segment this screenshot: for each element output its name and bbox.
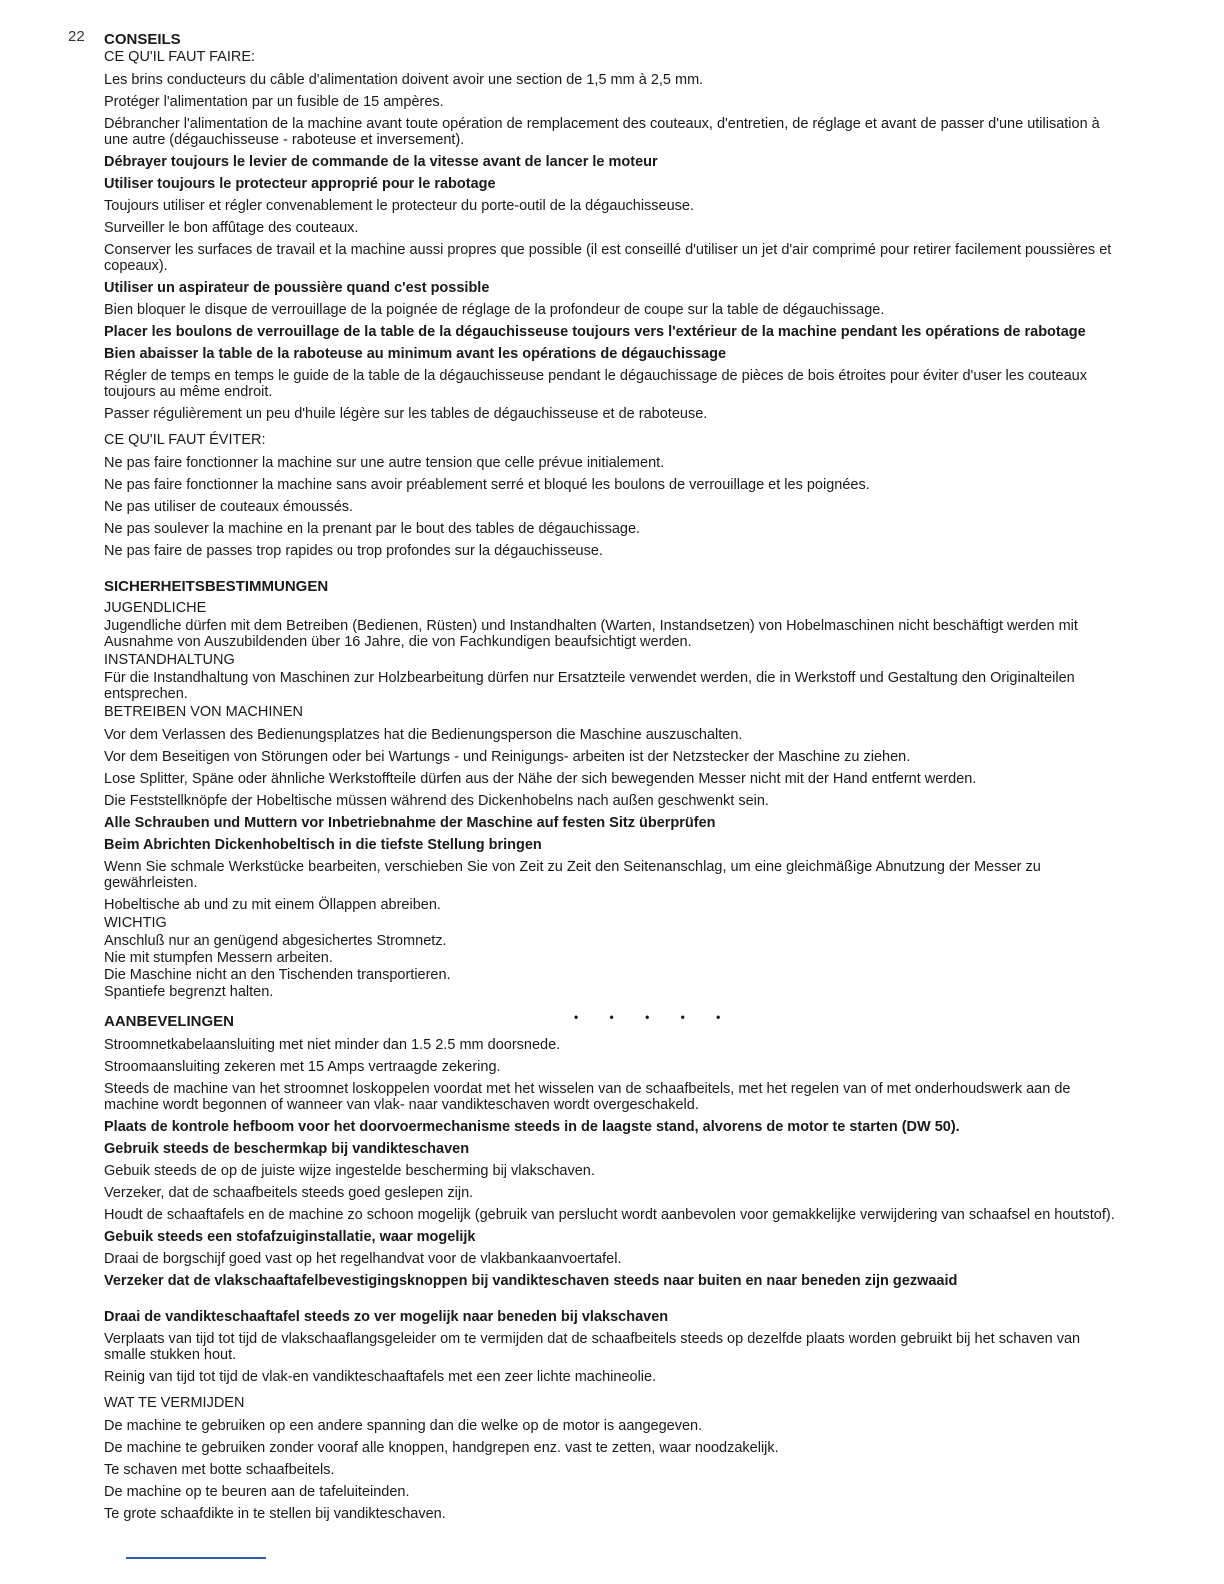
list-item: Verzeker, dat de schaafbeitels steeds goed geslepen zijn. [104, 1185, 474, 1201]
separator-dots: • • • • • [574, 1010, 735, 1024]
list-item: Lose Splitter, Späne oder ähnliche Werkstoffteile dürfen aus der Nähe der sich bewegenden Messer nicht mit der Hand entfernt werden. [104, 771, 977, 787]
youth-text-de: Jugendliche dürfen mit dem Betreiben (Bedienen, Rüsten) und Instandhalten (Warten, Instandsetzen) von Hobelmaschinen nicht beschäftigt werden mit Ausnahme von Auszubildenden über 16 Jahre, die von Fachkundigen beaufsichtigt werden. [104, 618, 1078, 650]
list-item: Gebruik steeds de beschermkap bij vandikteschaven [104, 1141, 470, 1157]
list-item: Hobeltische ab und zu mit einem Öllappen abreiben. [104, 897, 441, 913]
list-item: Houdt de schaaftafels en de machine zo schoon mogelijk (gebruik van perslucht wordt aanbevolen voor gemakkelijke verwijdering van schaafsel en houtstof). [104, 1207, 1115, 1223]
list-item: Ne pas faire fonctionner la machine sans avoir préablement serré et bloqué les boulons de verrouillage et les poignées. [104, 477, 870, 493]
list-item: Reinig van tijd tot tijd de vlak-en vandikteschaaftafels met een zeer lichte machineolie. [104, 1369, 657, 1385]
list-item: Passer régulièrement un peu d'huile légère sur les tables de dégauchisseuse et de raboteuse. [104, 406, 708, 422]
list-item: Bien bloquer le disque de verrouillage de la poignée de réglage de la profondeur de coupe sur la table de dégauchissage. [104, 302, 885, 318]
list-item: De machine te gebruiken zonder vooraf alle knoppen, handgrepen enz. vast te zetten, waar noodzakelijk. [104, 1440, 779, 1456]
list-item: Toujours utiliser et régler convenablement le protecteur du porte-outil de la dégauchisseuse. [104, 198, 695, 214]
list-item: De machine op te beuren aan de tafeluiteinden. [104, 1484, 410, 1500]
bottom-rule [126, 1557, 266, 1559]
list-item: Te schaven met botte schaafbeitels. [104, 1462, 335, 1478]
maint-text-de: Für die Instandhaltung von Maschinen zur Holzbearbeitung dürfen nur Ersatzteile verwendet werden, die in Werkstoff und Gestaltung den Originalteilen entsprechen. [104, 670, 1075, 702]
do-heading-fr: CE QU'IL FAUT FAIRE: [104, 49, 256, 65]
avoid-heading-nl: WAT TE VERMIJDEN [104, 1395, 245, 1411]
list-item: Les brins conducteurs du câble d'alimentation doivent avoir une section de 1,5 mm à 2,5 mm. [104, 72, 704, 88]
list-item: Draai de borgschijf goed vast op het regelhandvat voor de vlakbankaanvoertafel. [104, 1251, 622, 1267]
list-item: Plaats de kontrole hefboom voor het doorvoermechanisme steeds in de laagste stand, alvorens de motor te starten (DW 50). [104, 1119, 960, 1135]
list-item: Vor dem Verlassen des Bedienungsplatzes hat die Bedienungsperson die Maschine auszuschalten. [104, 727, 743, 743]
oper-heading-de: BETREIBEN VON MACHINEN [104, 704, 303, 720]
list-item: Draai de vandikteschaaftafel steeds zo ver mogelijk naar beneden bij vlakschaven [104, 1309, 669, 1325]
oper-list-de [104, 727, 1120, 913]
list-item: Placer les boulons de verrouillage de la table de la dégauchisseuse toujours vers l'extérieur de la machine pendant les opérations de rabotage [104, 324, 1086, 340]
section-title-nl: AANBEVELINGEN [104, 1013, 235, 1030]
list-item: Nie mit stumpfen Messern arbeiten. [104, 950, 333, 966]
list-item: Stroomnetkabelaansluiting met niet minder dan 1.5 2.5 mm doorsnede. [104, 1037, 561, 1053]
section-title-fr: CONSEILS [104, 31, 181, 48]
list-item: Gebuik steeds de op de juiste wijze ingestelde bescherming bij vlakschaven. [104, 1163, 595, 1179]
list-item: Ne pas faire de passes trop rapides ou trop profondes sur la dégauchisseuse. [104, 543, 603, 559]
list-item: Régler de temps en temps le guide de la table de la dégauchisseuse pendant le dégauchissage de pièces de bois étroites pour éviter d'user les couteaux toujours au même endroit. [104, 368, 1087, 400]
list-item: Stroomaansluiting zekeren met 15 Amps vertraagde zekering. [104, 1059, 501, 1075]
section-title-de: SICHERHEITSBESTIMMUNGEN [104, 578, 329, 595]
list-item: Ne pas utiliser de couteaux émoussés. [104, 499, 354, 515]
page-content [104, 30, 1120, 1522]
list-item: Spantiefe begrenzt halten. [104, 984, 274, 1000]
section-fr [104, 30, 1120, 559]
list-item: Utiliser toujours le protecteur approprié pour le rabotage [104, 176, 496, 192]
list-item: Steeds de machine van het stroomnet loskoppelen voordat met het wisselen van de schaafbeitels, met het regelen van of met onderhoudswerk aan de machine wordt begonnen of wanneer van vlak- naar vandikteschaven wordt overgeschakeld. [104, 1081, 1071, 1113]
list-item: Bien abaisser la table de la raboteuse au minimum avant les opérations de dégauchissage [104, 346, 727, 362]
list-item: Te grote schaafdikte in te stellen bij vandikteschaven. [104, 1506, 446, 1522]
recommendations-list-nl-2 [104, 1309, 1120, 1385]
list-item: Ne pas soulever la machine en la prenant par le bout des tables de dégauchissage. [104, 521, 641, 537]
list-item: Débrayer toujours le levier de commande de la vitesse avant de lancer le moteur [104, 154, 658, 170]
do-list-fr [104, 72, 1120, 422]
list-item: Protéger l'alimentation par un fusible de 15 ampères. [104, 94, 444, 110]
youth-heading-de: JUGENDLICHE [104, 600, 207, 616]
list-item: Débrancher l'alimentation de la machine avant toute opération de remplacement des couteaux, d'entretien, de réglage et avant de passer d'une utilisation à une autre (dégauchisseuse - raboteuse et inversement). [104, 116, 1100, 148]
avoid-list-nl [104, 1418, 1120, 1522]
important-list-de [104, 933, 1120, 1000]
list-item: Utiliser un aspirateur de poussière quand c'est possible [104, 280, 490, 296]
maint-heading-de: INSTANDHALTUNG [104, 652, 235, 668]
list-item: Alle Schrauben und Muttern vor Inbetriebnahme der Maschine auf festen Sitz überprüfen [104, 815, 716, 831]
section-de [104, 577, 1120, 1000]
list-item: Surveiller le bon affûtage des couteaux. [104, 220, 359, 236]
list-item: Die Feststellknöpfe der Hobeltische müssen während des Dickenhobelns nach außen geschwenkt sein. [104, 793, 769, 809]
list-item: Beim Abrichten Dickenhobeltisch in die tiefste Stellung bringen [104, 837, 542, 853]
list-item: Ne pas faire fonctionner la machine sur une autre tension que celle prévue initialement. [104, 455, 665, 471]
list-item: Wenn Sie schmale Werkstücke bearbeiten, verschieben Sie von Zeit zu Zeit den Seitenanschlag, um eine gleichmäßige Abnutzung der Messer zu gewährleisten. [104, 859, 1041, 891]
dont-heading-fr: CE QU'IL FAUT ÉVITER: [104, 432, 266, 448]
list-item: Verplaats van tijd tot tijd de vlakschaaflangsgeleider om te vermijden dat de schaafbeitels steeds op dezelfde plaats worden gebruikt bij het schaven van smalle stukken hout. [104, 1331, 1081, 1363]
list-item: De machine te gebruiken op een andere spanning dan die welke op de motor is aangegeven. [104, 1418, 703, 1434]
list-item: Gebuik steeds een stofafzuiginstallatie, waar mogelijk [104, 1229, 476, 1245]
list-item: Verzeker dat de vlakschaaftafelbevestigingsknoppen bij vandikteschaven steeds naar buiten en naar beneden zijn gezwaaid [104, 1273, 958, 1289]
list-item: Conserver les surfaces de travail et la machine aussi propres que possible (il est conseillé d'utiliser un jet d'air comprimé pour retirer facilement poussières et copeaux). [104, 242, 1112, 274]
section-nl [104, 1012, 1120, 1522]
page-number: 22 [68, 28, 85, 45]
list-item: Die Maschine nicht an den Tischenden transportieren. [104, 967, 451, 983]
dont-list-fr [104, 455, 1120, 559]
list-item: Anschluß nur an genügend abgesichertes Stromnetz. [104, 933, 447, 949]
list-item: Vor dem Beseitigen von Störungen oder bei Wartungs - und Reinigungs- arbeiten ist der Netzstecker der Maschine zu ziehen. [104, 749, 911, 765]
recommendations-list-nl [104, 1037, 1120, 1289]
important-heading-de: WICHTIG [104, 915, 167, 931]
